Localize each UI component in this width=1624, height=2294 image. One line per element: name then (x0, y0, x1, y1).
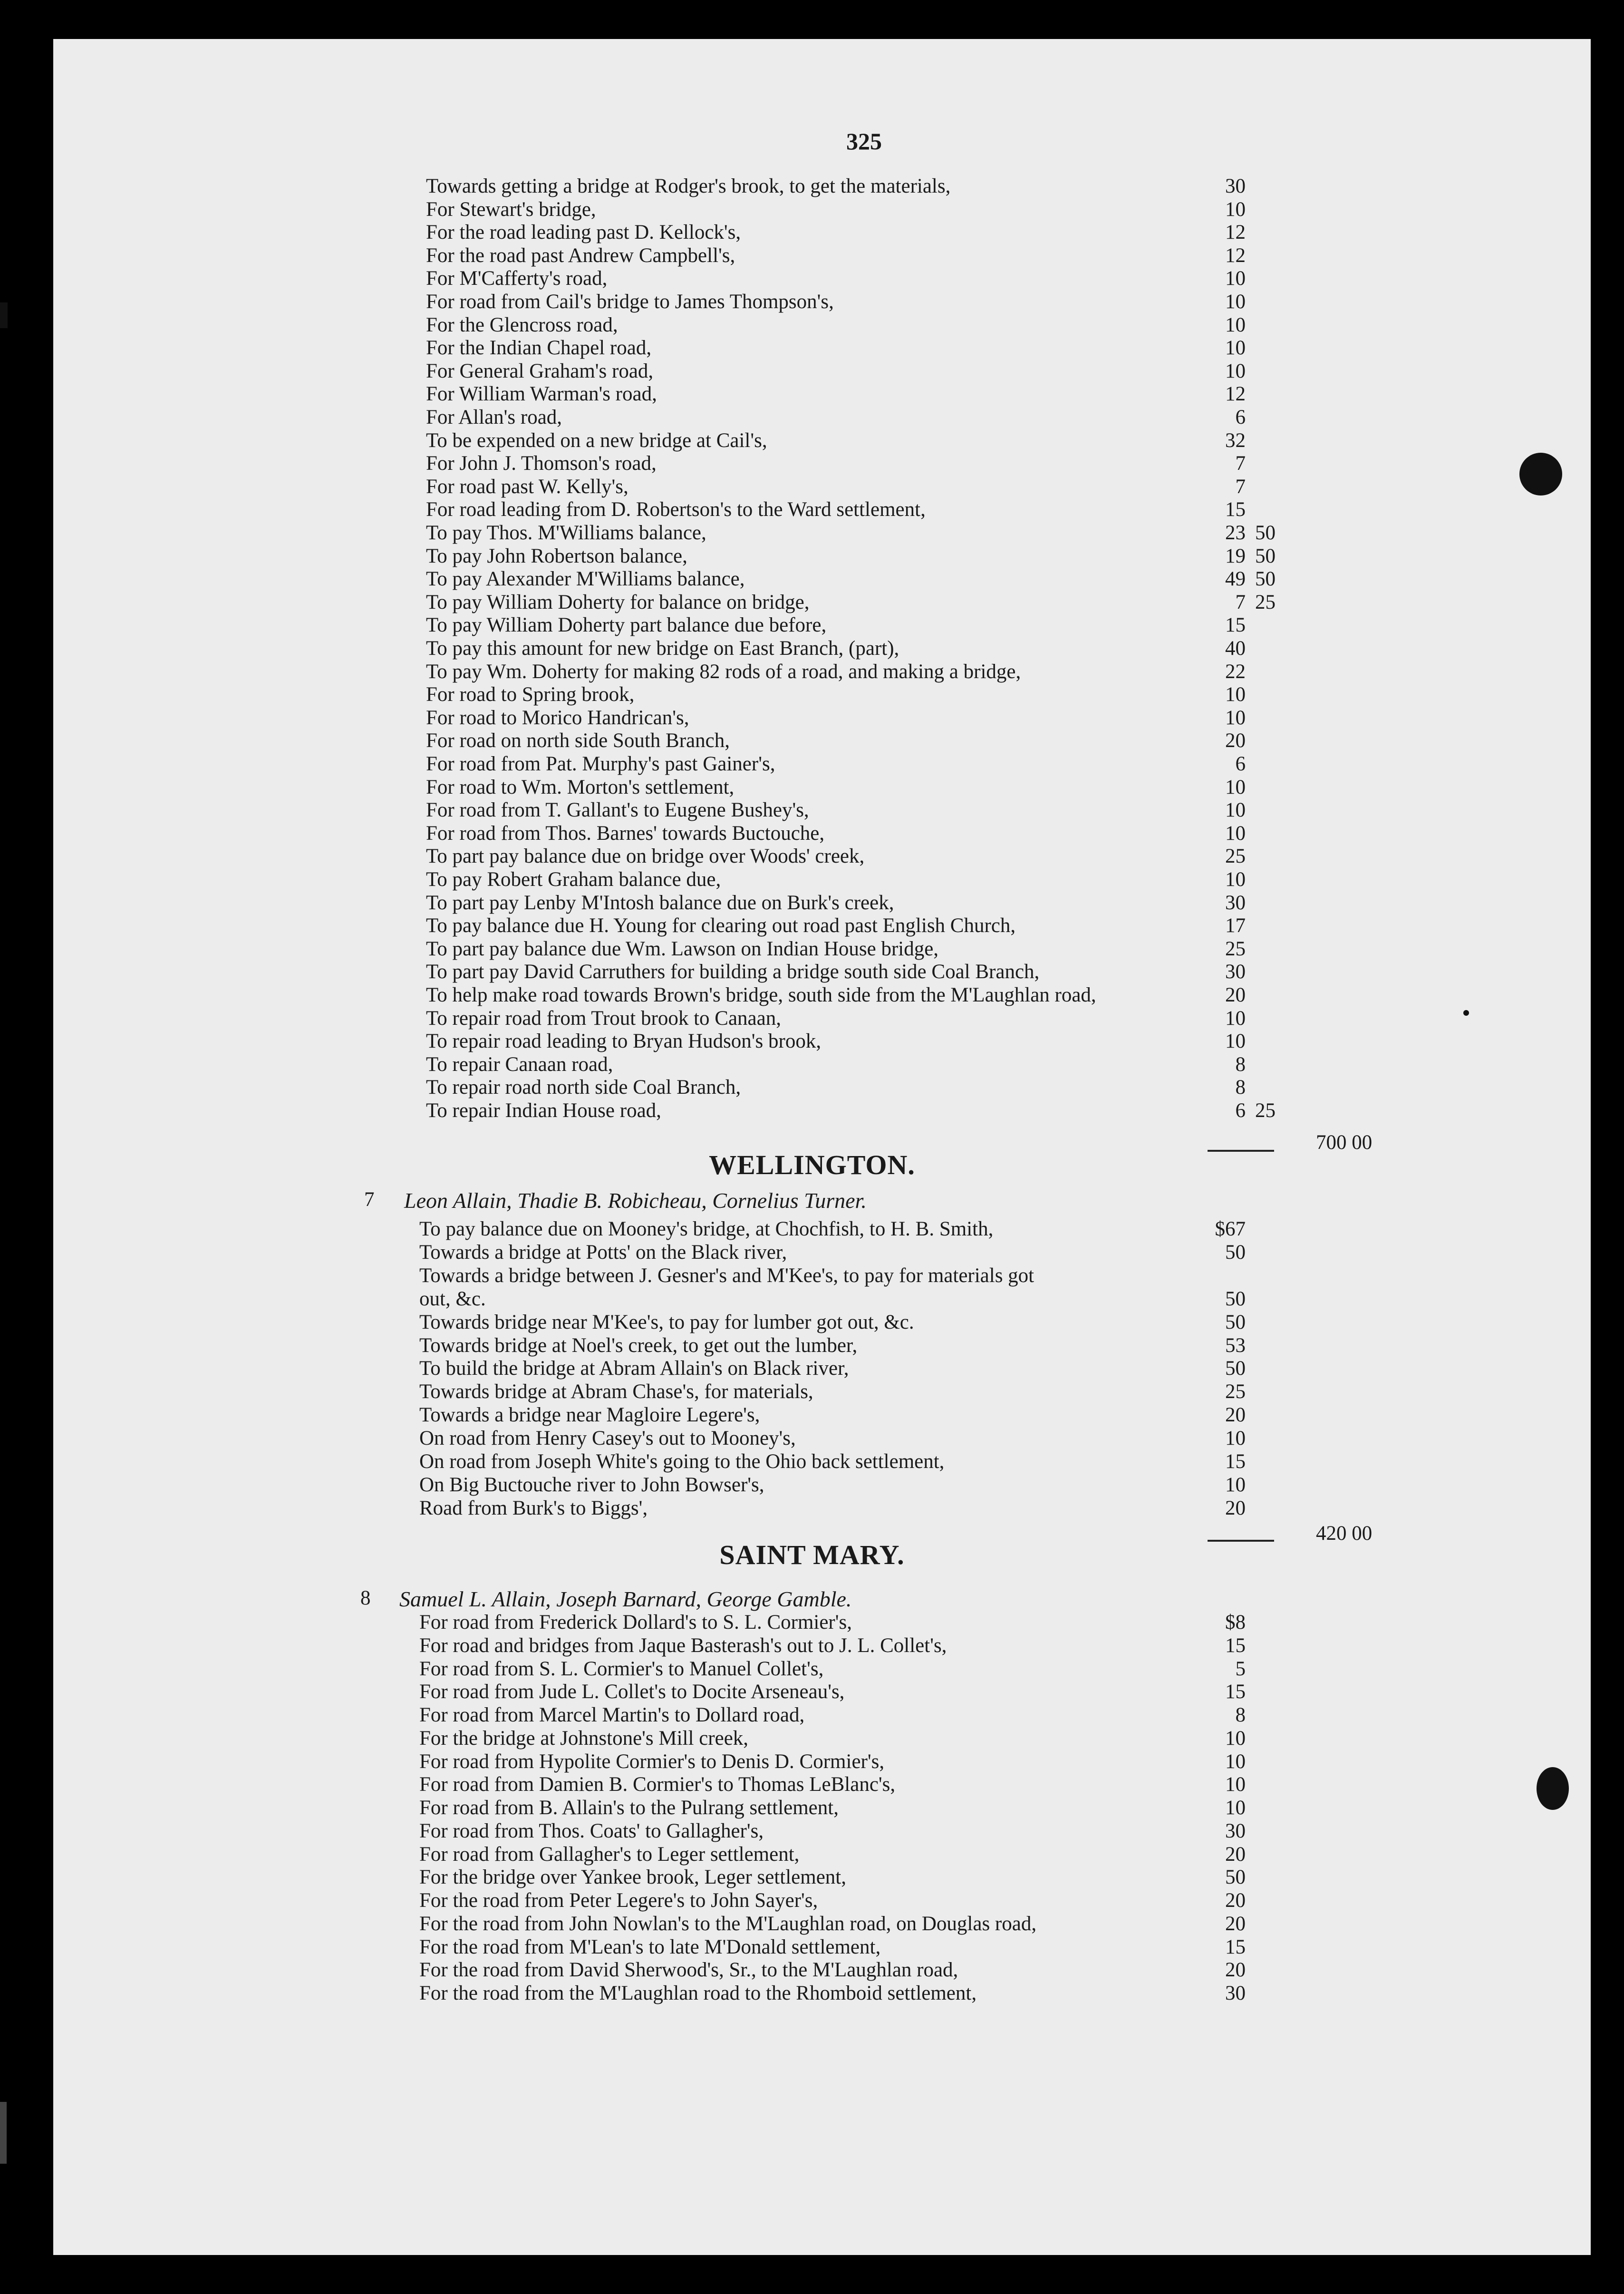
item-dollars: 10 (1225, 1473, 1246, 1496)
item-dollars: 6 (1235, 1099, 1246, 1122)
item-description: To part pay balance due Wm. Lawson on Indian House bridge, (426, 937, 939, 960)
item-cents: 25 (1255, 591, 1276, 613)
item-dollars: 50 (1225, 1866, 1246, 1889)
item-dollars: 10 (1225, 267, 1246, 290)
item-description: For road from Damien B. Cormier's to Thomas LeBlanc's, (419, 1773, 896, 1796)
appropriation-row (0, 475, 1624, 499)
item-description: For road from Cail's bridge to James Thompson's, (426, 291, 834, 313)
item-dollars: 10 (1225, 706, 1246, 729)
item-dollars: 30 (1225, 891, 1246, 914)
section-number: 8 (360, 1587, 371, 1609)
appropriation-row (0, 1843, 1624, 1866)
item-dollars: 10 (1225, 337, 1246, 360)
item-description: For the bridge at Johnstone's Mill creek, (419, 1727, 749, 1750)
item-dollars: 10 (1225, 776, 1246, 798)
item-description: For road from Gallagher's to Leger settlement, (419, 1843, 800, 1866)
item-description: For road from T. Gallant's to Eugene Bushey's, (426, 799, 809, 822)
item-dollars: 40 (1225, 637, 1246, 660)
item-dollars: 50 (1225, 1241, 1246, 1264)
item-description: For the road past Andrew Campbell's, (426, 244, 735, 267)
item-dollars: 20 (1225, 1497, 1246, 1519)
item-dollars: 15 (1225, 1450, 1246, 1473)
item-dollars: 12 (1225, 244, 1246, 267)
appropriation-row (0, 1958, 1624, 1982)
item-dollars: 20 (1225, 984, 1246, 1006)
item-description: To pay balance due H. Young for clearing out road past English Church, (426, 914, 1016, 937)
section-total: 420 00 (1316, 1522, 1373, 1545)
item-description: For road from Marcel Martin's to Dollard road, (419, 1704, 805, 1726)
appropriation-row (0, 1796, 1624, 1820)
appropriation-row (0, 521, 1624, 545)
appropriation-row (0, 1889, 1624, 1913)
item-description: For road from Frederick Dollard's to S. L. Cormier's, (419, 1611, 852, 1633)
item-dollars: 22 (1225, 660, 1246, 683)
item-description: To pay Alexander M'Williams balance, (426, 568, 745, 591)
appropriation-row (0, 498, 1624, 522)
item-description: To part pay David Carruthers for building a bridge south side Coal Branch, (426, 961, 1040, 983)
item-dollars: 53 (1225, 1334, 1246, 1357)
item-dollars: 20 (1225, 729, 1246, 752)
appropriation-row (0, 1819, 1624, 1843)
appropriation-row (0, 914, 1624, 938)
item-description: For road and bridges from Jaque Basterash's out to J. L. Collet's, (419, 1634, 947, 1657)
item-description: Towards getting a bridge at Rodger's brook, to get the materials, (426, 175, 951, 197)
appropriation-row (0, 336, 1624, 360)
item-dollars: 30 (1225, 961, 1246, 983)
item-description: For road from Pat. Murphy's past Gainer's, (426, 753, 775, 775)
item-description: out, &c. (419, 1287, 486, 1310)
item-dollars: 8 (1235, 1076, 1246, 1099)
item-description: To pay William Doherty part balance due before, (426, 614, 827, 637)
item-dollars: 25 (1225, 1380, 1246, 1403)
item-dollars: 15 (1225, 614, 1246, 637)
item-description: To part pay balance due on bridge over Woods' creek, (426, 845, 865, 868)
appropriation-row (0, 776, 1624, 799)
appropriation-row (0, 1866, 1624, 1889)
item-description: To repair road north side Coal Branch, (426, 1076, 741, 1099)
appropriation-row (0, 822, 1624, 846)
item-description: For road past W. Kelly's, (426, 475, 628, 498)
item-description: On Big Buctouche river to John Bowser's, (419, 1473, 764, 1496)
appropriation-row (0, 798, 1624, 822)
section-number: 7 (364, 1188, 375, 1211)
item-dollars: 25 (1225, 937, 1246, 960)
item-description: For road from S. L. Cormier's to Manuel Collet's, (419, 1657, 824, 1680)
item-description: For the road from John Nowlan's to the M'Laughlan road, on Douglas road, (419, 1912, 1037, 1935)
item-description: To pay Robert Graham balance due, (426, 868, 721, 891)
item-description: For William Warman's road, (426, 383, 657, 406)
item-dollars: 15 (1225, 1681, 1246, 1703)
appropriation-row (0, 452, 1624, 476)
item-description: To part pay Lenby M'Intosh balance due on Burk's creek, (426, 891, 894, 914)
item-dollars: 5 (1235, 1657, 1246, 1680)
appropriation-row (0, 1357, 1624, 1380)
item-dollars: $67 (1215, 1218, 1246, 1240)
appropriation-row (0, 1030, 1624, 1053)
edge-mark (0, 2102, 7, 2164)
appropriation-row (0, 752, 1624, 776)
appropriation-row (0, 1611, 1624, 1634)
appropriation-row (0, 567, 1624, 591)
item-dollars: 10 (1225, 1773, 1246, 1796)
appropriation-row (0, 1450, 1624, 1474)
item-description: For road from B. Allain's to the Pulrang settlement, (419, 1797, 839, 1819)
item-dollars: 15 (1225, 498, 1246, 521)
item-dollars: 10 (1225, 683, 1246, 706)
item-description: To be expended on a new bridge at Cail's, (426, 429, 767, 452)
appropriation-row (0, 591, 1624, 614)
appropriation-row (0, 544, 1624, 568)
appropriation-row (0, 1241, 1624, 1264)
item-dollars: 15 (1225, 1634, 1246, 1657)
item-dollars: 50 (1225, 1311, 1246, 1333)
item-description: Towards bridge near M'Kee's, to pay for lumber got out, &c. (419, 1311, 914, 1333)
item-cents: 50 (1255, 568, 1276, 591)
appropriation-row (0, 198, 1624, 222)
item-description: For the road from Peter Legere's to John Sayer's, (419, 1889, 818, 1912)
item-description: Road from Burk's to Biggs', (419, 1497, 648, 1519)
item-description: For the road from M'Lean's to late M'Donald settlement, (419, 1935, 881, 1958)
item-description: For John J. Thomson's road, (426, 452, 657, 475)
item-description: For the road from the M'Laughlan road to the Rhomboid settlement, (419, 1982, 977, 2004)
item-dollars: 7 (1235, 591, 1246, 613)
appropriation-row (0, 175, 1624, 198)
item-dollars: 15 (1225, 1935, 1246, 1958)
appropriation-row (0, 1727, 1624, 1750)
item-dollars: 6 (1235, 753, 1246, 775)
item-description: For road to Morico Handrican's, (426, 706, 689, 729)
item-dollars: 50 (1225, 1287, 1246, 1310)
item-description: For road from Thos. Coats' to Gallagher's, (419, 1819, 764, 1842)
item-description: For the bridge over Yankee brook, Leger settlement, (419, 1866, 846, 1889)
item-description: To pay Thos. M'Williams balance, (426, 522, 706, 544)
item-cents: 50 (1255, 522, 1276, 544)
item-dollars: 8 (1235, 1704, 1246, 1726)
item-dollars: 12 (1225, 221, 1246, 244)
appropriation-row (0, 1099, 1624, 1123)
appropriation-row (0, 1680, 1624, 1704)
item-dollars: 7 (1235, 452, 1246, 475)
appropriation-row (0, 660, 1624, 684)
item-dollars: 10 (1225, 1727, 1246, 1750)
appropriation-row (0, 868, 1624, 892)
item-description: To repair road from Trout brook to Canaan, (426, 1007, 781, 1030)
appropriation-row (0, 1750, 1624, 1774)
item-dollars: 20 (1225, 1843, 1246, 1866)
item-dollars: 10 (1225, 868, 1246, 891)
item-dollars: 20 (1225, 1404, 1246, 1427)
item-description: To repair Indian House road, (426, 1099, 661, 1122)
item-description: For road from Thos. Barnes' towards Buctouche, (426, 822, 825, 845)
item-description: To pay this amount for new bridge on East Branch, (part), (426, 637, 899, 660)
appropriation-row (0, 221, 1624, 244)
item-description: For the road from David Sherwood's, Sr., to the M'Laughlan road, (419, 1959, 958, 1982)
appropriation-row (0, 1473, 1624, 1497)
item-description: Towards bridge at Noel's creek, to get out the lumber, (419, 1334, 858, 1357)
item-description: To repair road leading to Bryan Hudson's brook, (426, 1030, 822, 1053)
item-description: To help make road towards Brown's bridge, south side from the M'Laughlan road, (426, 984, 1096, 1006)
item-description: For road to Spring brook, (426, 683, 635, 706)
appropriation-row (0, 1982, 1624, 2005)
appropriation-row (0, 1427, 1624, 1450)
item-description: To pay balance due on Mooney's bridge, at Chochfish, to H. B. Smith, (419, 1218, 994, 1240)
item-description: Towards bridge at Abram Chase's, for materials, (419, 1380, 813, 1403)
item-dollars: 50 (1225, 1357, 1246, 1380)
appropriation-row (0, 1935, 1624, 1959)
appropriation-row (0, 637, 1624, 661)
item-dollars: 32 (1225, 429, 1246, 452)
item-dollars: 49 (1225, 568, 1246, 591)
appropriation-row (0, 1287, 1624, 1311)
item-description: For Stewart's bridge, (426, 198, 596, 221)
item-description: To repair Canaan road, (426, 1053, 613, 1076)
item-description: Towards a bridge between J. Gesner's and M'Kee's, to pay for materials got (419, 1264, 1034, 1287)
item-description: Towards a bridge at Potts' on the Black river, (419, 1241, 787, 1264)
appropriation-row (0, 845, 1624, 868)
appropriation-row (0, 891, 1624, 915)
appropriation-row (0, 382, 1624, 406)
item-dollars: 10 (1225, 1030, 1246, 1053)
appropriation-row (0, 1634, 1624, 1658)
item-dollars: 10 (1225, 799, 1246, 822)
item-dollars: $8 (1225, 1611, 1246, 1633)
item-cents: 50 (1255, 544, 1276, 567)
item-description: To pay William Doherty for balance on bridge, (426, 591, 810, 613)
appropriation-row (0, 706, 1624, 730)
item-dollars: 19 (1225, 544, 1246, 567)
appropriation-row (0, 1497, 1624, 1520)
appropriation-row (0, 960, 1624, 984)
item-description: On road from Henry Casey's out to Mooney's, (419, 1427, 796, 1450)
section-heading: WELLINGTON. (709, 1149, 915, 1180)
item-description: On road from Joseph White's going to the Ohio back settlement, (419, 1450, 945, 1473)
item-dollars: 10 (1225, 313, 1246, 336)
appropriation-row (0, 1217, 1624, 1241)
item-dollars: 17 (1225, 914, 1246, 937)
item-description: For the Indian Chapel road, (426, 337, 652, 360)
item-dollars: 7 (1235, 475, 1246, 498)
appropriation-row (0, 1773, 1624, 1797)
section-total: 700 00 (1316, 1131, 1373, 1154)
item-description: For road on north side South Branch, (426, 729, 730, 752)
appropriation-row (0, 290, 1624, 314)
item-dollars: 10 (1225, 822, 1246, 845)
appropriation-row (0, 983, 1624, 1007)
item-description: For Allan's road, (426, 406, 562, 428)
item-dollars: 30 (1225, 175, 1246, 197)
appropriation-row (0, 1334, 1624, 1358)
item-description: For the road leading past D. Kellock's, (426, 221, 741, 244)
appropriation-row (0, 1053, 1624, 1077)
item-dollars: 6 (1235, 406, 1246, 428)
appropriation-row (0, 1264, 1624, 1288)
appropriation-row (0, 1912, 1624, 1936)
item-dollars: 10 (1225, 1007, 1246, 1030)
appropriation-row (0, 937, 1624, 961)
appropriation-row (0, 360, 1624, 383)
appropriation-row (0, 1403, 1624, 1427)
item-description: To build the bridge at Abram Allain's on Black river, (419, 1357, 849, 1380)
item-dollars: 20 (1225, 1912, 1246, 1935)
appropriation-row (0, 729, 1624, 753)
appropriation-row (0, 613, 1624, 637)
item-dollars: 10 (1225, 291, 1246, 313)
item-dollars: 10 (1225, 1750, 1246, 1773)
item-description: Towards a bridge near Magloire Legere's, (419, 1404, 760, 1427)
item-description: For road to Wm. Morton's settlement, (426, 776, 735, 798)
item-dollars: 30 (1225, 1982, 1246, 2004)
appropriation-row (0, 267, 1624, 291)
appropriation-row (0, 1380, 1624, 1404)
item-dollars: 10 (1225, 1797, 1246, 1819)
item-description: For M'Cafferty's road, (426, 267, 608, 290)
item-cents: 25 (1255, 1099, 1276, 1122)
item-dollars: 25 (1225, 845, 1246, 868)
item-description: For the Glencross road, (426, 313, 618, 336)
item-dollars: 20 (1225, 1959, 1246, 1982)
commissioners-names: Leon Allain, Thadie B. Robicheau, Cornelius Turner. (404, 1188, 867, 1213)
item-dollars: 30 (1225, 1819, 1246, 1842)
appropriation-row (0, 406, 1624, 429)
item-dollars: 20 (1225, 1889, 1246, 1912)
appropriation-row (0, 429, 1624, 453)
item-dollars: 23 (1225, 522, 1246, 544)
item-dollars: 10 (1225, 1427, 1246, 1450)
item-description: For road from Jude L. Collet's to Docite Arseneau's, (419, 1681, 845, 1703)
item-description: For road leading from D. Robertson's to the Ward settlement, (426, 498, 926, 521)
appropriation-row (0, 313, 1624, 337)
item-description: To pay Wm. Doherty for making 82 rods of a road, and making a bridge, (426, 660, 1021, 683)
item-dollars: 8 (1235, 1053, 1246, 1076)
item-description: For road from Hypolite Cormier's to Denis D. Cormier's, (419, 1750, 885, 1773)
item-description: For General Graham's road, (426, 360, 654, 382)
commissioners-names: Samuel L. Allain, Joseph Barnard, George Gamble. (399, 1587, 852, 1611)
appropriation-row (0, 1007, 1624, 1030)
item-dollars: 10 (1225, 360, 1246, 382)
appropriation-row (0, 683, 1624, 707)
item-dollars: 10 (1225, 198, 1246, 221)
appropriation-row (0, 1311, 1624, 1334)
appropriation-row (0, 1076, 1624, 1099)
appropriation-row (0, 1703, 1624, 1727)
section-heading: SAINT MARY. (719, 1539, 905, 1570)
page-number: 325 (846, 128, 882, 155)
item-description: To pay John Robertson balance, (426, 544, 687, 567)
appropriation-row (0, 1657, 1624, 1681)
appropriation-row (0, 244, 1624, 268)
item-dollars: 12 (1225, 383, 1246, 406)
